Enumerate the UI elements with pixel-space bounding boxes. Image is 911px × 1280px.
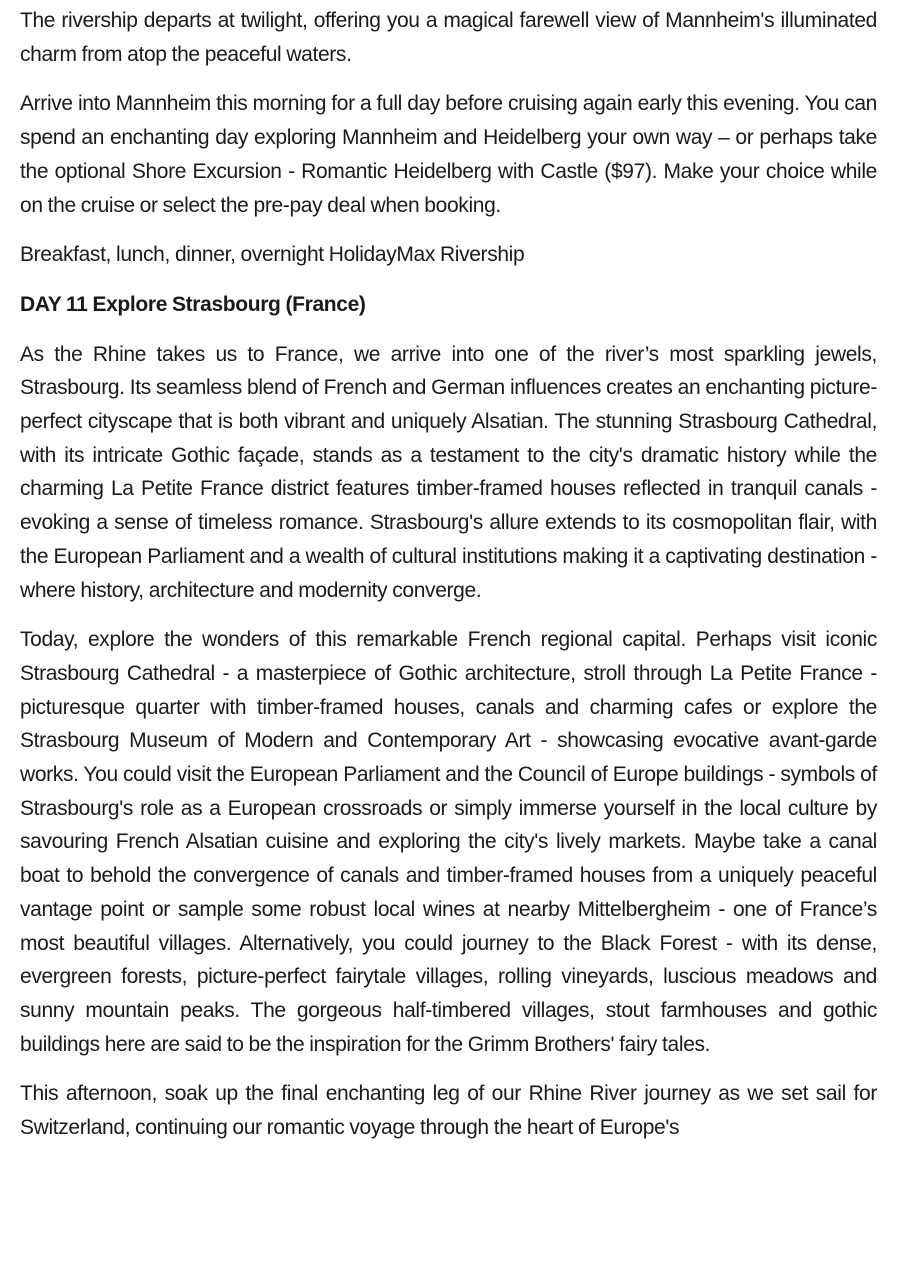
mannheim-day-paragraph: Arrive into Mannheim this morning for a full day before cruising again early this evening. You can spend an enchanting day exploring Mannheim and Heidelberg your own way – or perhaps take the optional Shore Excursion - Romantic Heidelberg with Castle ($97). Make your choice while on the cruise or select the pre-pay deal when booking.: [20, 92, 877, 217]
meals-paragraph: Breakfast, lunch, dinner, overnight HolidayMax Rivership: [20, 243, 525, 267]
strasbourg-today-paragraph: Today, explore the wonders of this remarkable French regional capital. Perhaps visit iconic Strasbourg Cathedral - a masterpiece of Gothic architecture, stroll through La Petite France - picturesque quarter with timber-framed houses, canals and charming cafes or explore the Strasbourg Museum of Modern and Contemporary Art - showcasing evocative avant-garde works. You could visit the European Parliament and the Council of Europe buildings - symbols of Strasbourg's role as a European crossroads or simply immerse yourself in the local culture by savouring French Alsatian cuisine and exploring the city's lively markets. Maybe take a canal boat to behold the convergence of canals and timber-framed houses from a uniquely peaceful vantage point or sample some robust local wines at nearby Mittelbergheim - one of France’s most beautiful villages. Alternatively, you could journey to the Black Forest - with its dense, evergreen forests, picture-perfect fairytale villages, rolling vineyards, luscious meadows and sunny mountain peaks. The gorgeous half-timbered villages, stout farmhouses and gothic buildings here are said to be the inspiration for the Grimm Brothers' fairy tales.: [20, 628, 877, 1056]
strasbourg-intro-paragraph: As the Rhine takes us to France, we arrive into one of the river’s most sparkling jewels, Strasbourg. Its seamless blend of French and German influences creates an enchanting picture-perfect cityscape that is both vibrant and uniquely Alsatian. The stunning Strasbourg Cathedral, with its intricate Gothic façade, stands as a testament to the city's dramatic history while the charming La Petite France district features timber-framed houses reflected in tranquil canals - evoking a sense of timeless romance. Strasbourg's allure extends to its cosmopolitan flair, with the European Parliament and a wealth of cultural institutions making it a captivating destination - where history, architecture and modernity converge.: [20, 342, 877, 602]
day-11-heading: DAY 11 Explore Strasbourg (France): [20, 292, 366, 316]
farewell-paragraph: The rivership departs at twilight, offering you a magical farewell view of Mannheim's illuminated charm from atop the peaceful waters.: [20, 9, 877, 66]
strasbourg-afternoon-paragraph: This afternoon, soak up the final enchanting leg of our Rhine River journey as we set sail for Switzerland, continuing our romantic voyage through the heart of Europe's: [20, 1082, 877, 1140]
itinerary-document: [20, 4, 877, 1161]
